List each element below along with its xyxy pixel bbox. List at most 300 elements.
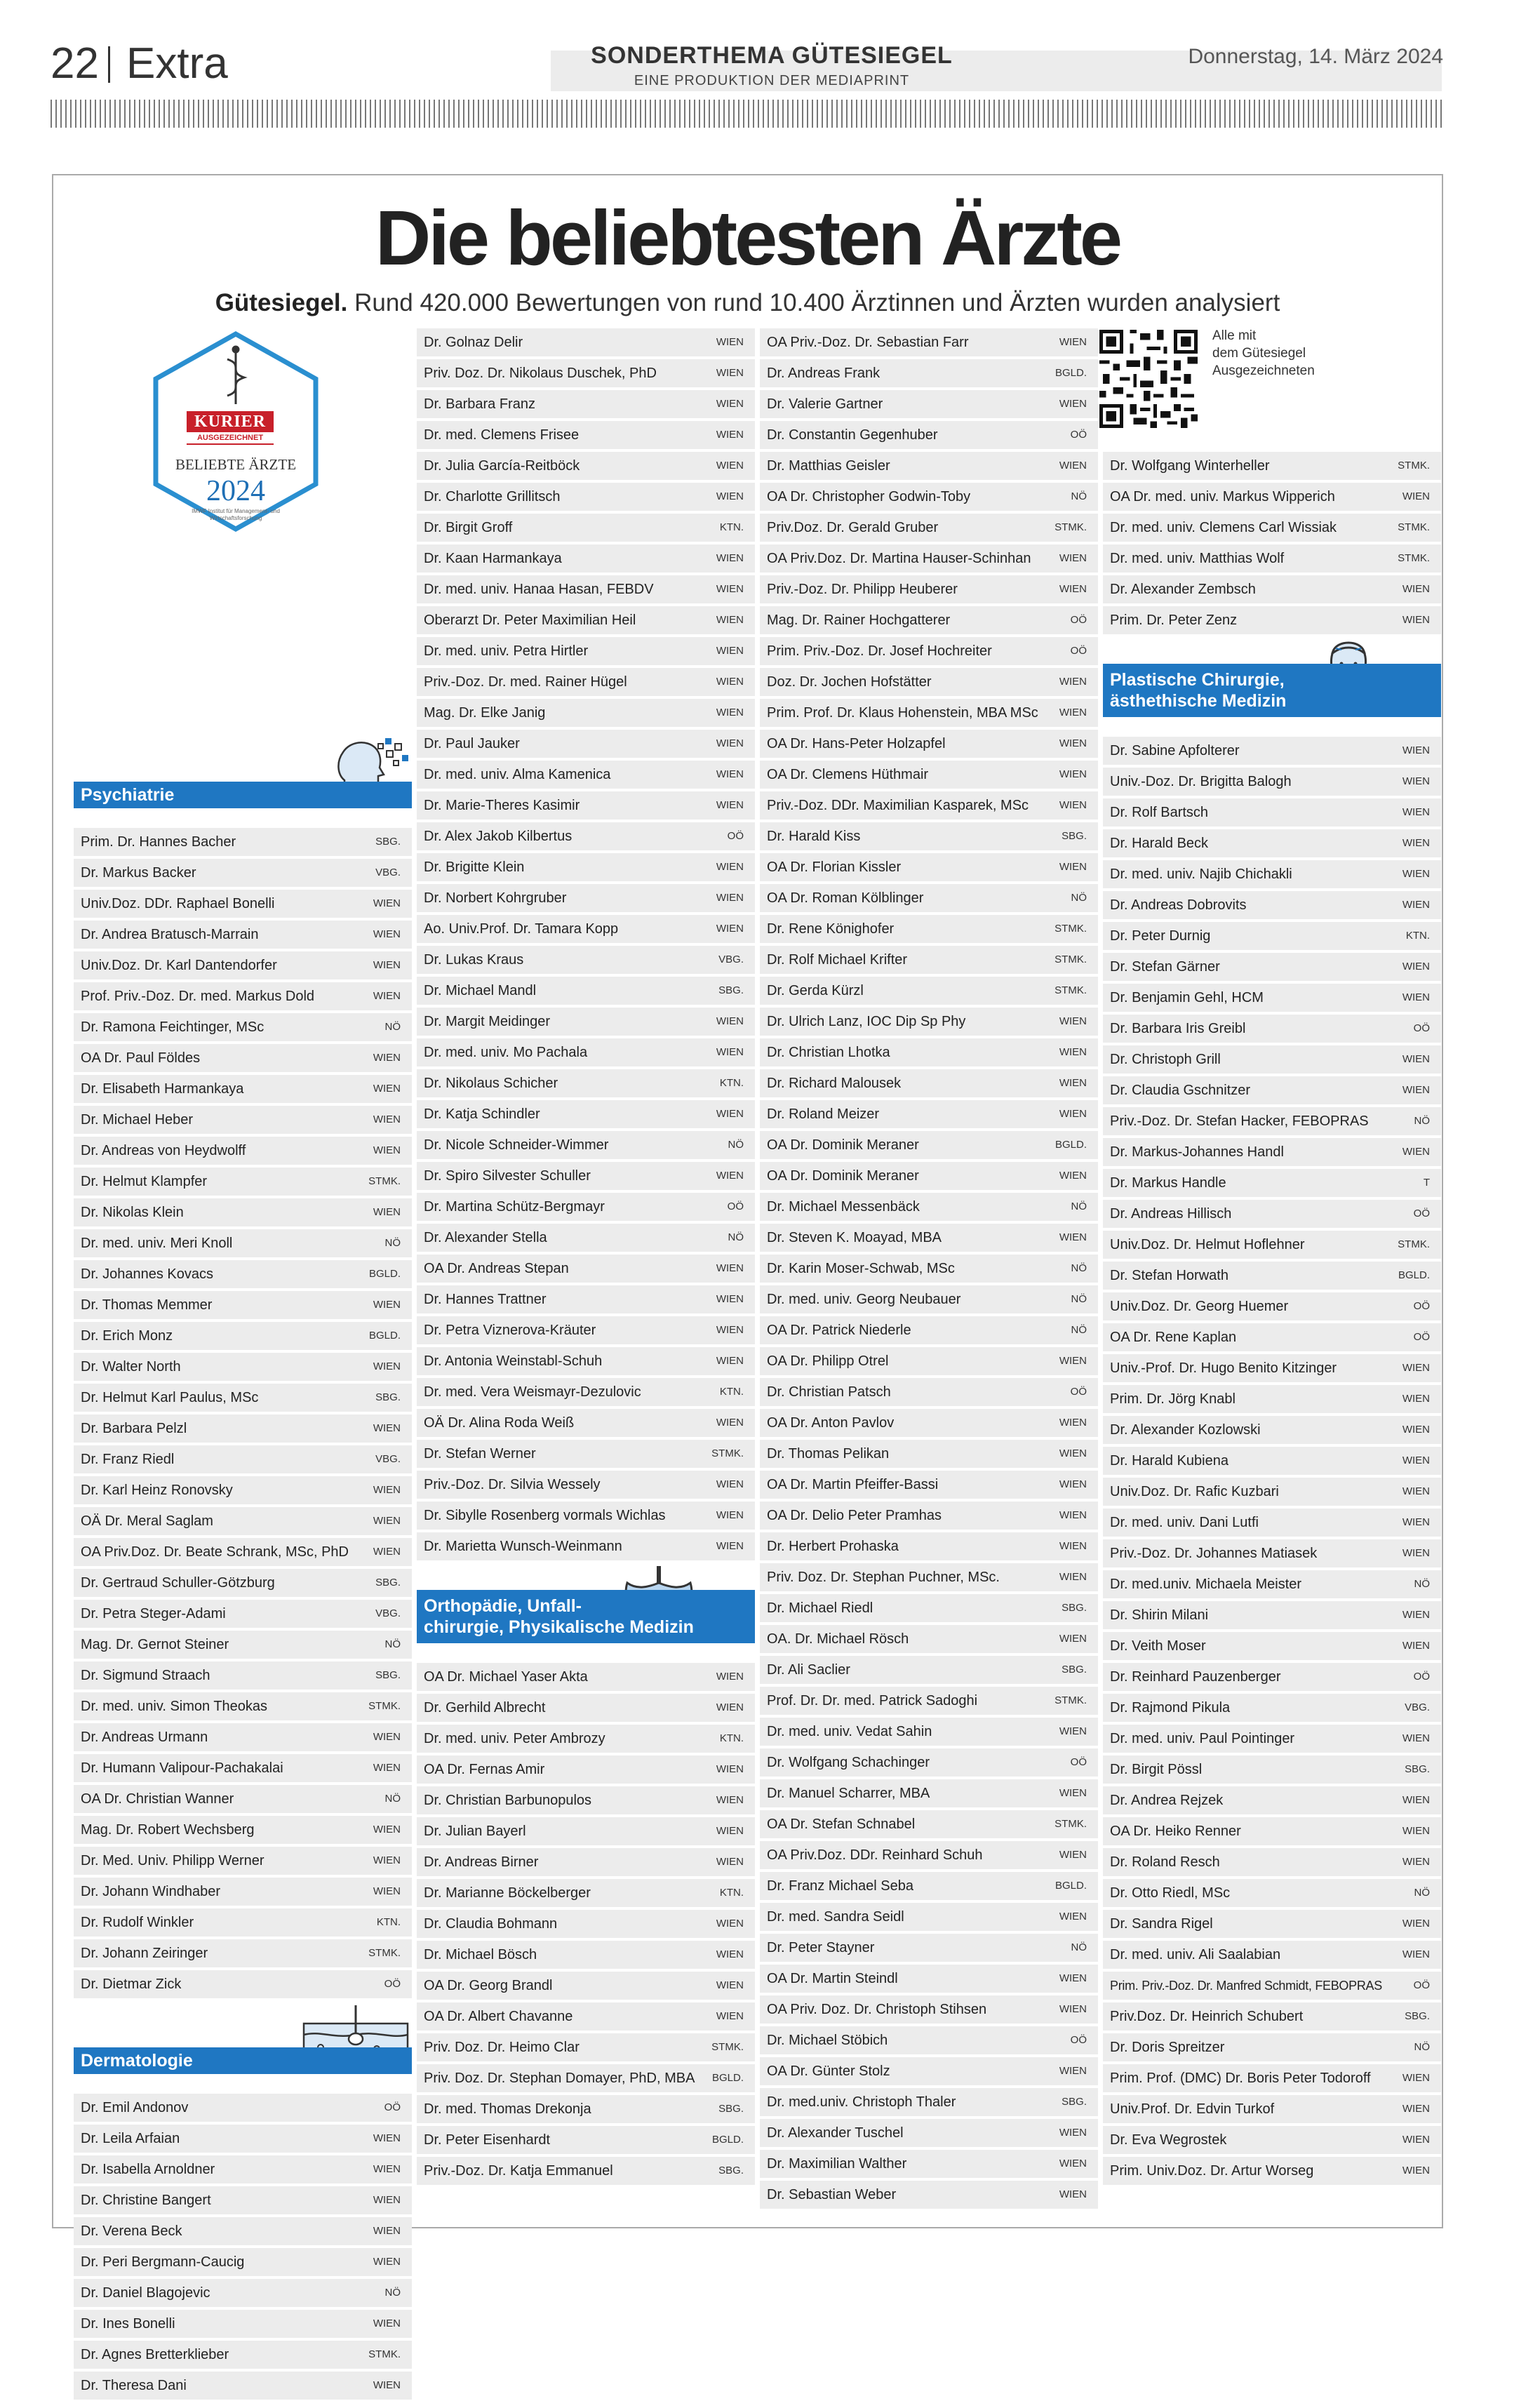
federal-state: WIEN [1059, 799, 1087, 811]
doctor-name: Dr. Spiro Silvester Schuller [424, 1168, 591, 1184]
doctor-name: Dr. Sibylle Rosenberg vormals Wichlas [424, 1508, 666, 1523]
doctor-name: Priv.-Doz. Dr. Stefan Hacker, FEBOPRAS [1110, 1113, 1369, 1129]
doctor-name: Dr. Christian Patsch [767, 1384, 891, 1400]
doctor-name: Dr. Ulrich Lanz, IOC Dip Sp Phy [767, 1014, 966, 1029]
federal-state: WIEN [1402, 2165, 1430, 2176]
federal-state: NÖ [1071, 892, 1087, 904]
federal-state: STMK. [1398, 460, 1430, 471]
doctor-row [417, 327, 755, 358]
doctor-row [760, 1654, 1098, 1685]
federal-state: WIEN [373, 990, 401, 1002]
federal-state: WIEN [1402, 1424, 1430, 1436]
header-stripe [51, 100, 1443, 128]
doctor-row [417, 821, 755, 852]
federal-state: WIEN [1402, 899, 1430, 911]
doctor-name: Univ.-Doz. Dr. Brigitta Balogh [1110, 774, 1292, 789]
doctor-row [417, 2001, 755, 2032]
doctor-row [760, 697, 1098, 728]
doctor-row [1103, 1723, 1441, 1754]
doctor-name: Dr. Antonia Weinstabl-Schuh [424, 1353, 603, 1369]
doctor-name: Dr. Franz Michael Seba [767, 1878, 913, 1894]
section-label [417, 1590, 755, 1643]
doctor-row [760, 1593, 1098, 1624]
doctor-name: Dr. Christoph Grill [1110, 1052, 1221, 1067]
doctor-name: Dr. Benjamin Gehl, HCM [1110, 990, 1264, 1005]
federal-state: STMK. [711, 2041, 744, 2053]
federal-state: WIEN [716, 1763, 744, 1775]
doctor-row [417, 1315, 755, 1346]
federal-state: NÖ [384, 1021, 401, 1033]
doctor-row [74, 1166, 412, 1197]
doctor-row [1103, 1168, 1441, 1198]
badge-tag: AUSGEZEICHNET [187, 434, 274, 445]
federal-state: WIEN [1059, 1849, 1087, 1861]
doctor-row [760, 1809, 1098, 1840]
section-label-line: Dermatologie [81, 2051, 193, 2071]
federal-state: WIEN [1402, 1146, 1430, 1158]
section-header [417, 1562, 755, 1661]
doctor-name: Dr. med. univ. Georg Neubauer [767, 1292, 961, 1307]
doctor-name: Dr. Leila Arfaian [81, 2131, 180, 2146]
doctor-row [417, 389, 755, 420]
doctor-name: Dr. Eva Wegrostek [1110, 2132, 1227, 2148]
federal-state: T [1423, 1177, 1430, 1189]
doctor-row [1103, 1569, 1441, 1600]
doctor-name: Prim. Dr. Peter Zenz [1110, 613, 1238, 628]
doctor-row [417, 636, 755, 667]
doctor-name: Dr. Norbert Kohrgruber [424, 890, 567, 906]
doctor-name: Prim. Dr. Hannes Bacher [81, 834, 236, 850]
badge-year: 2024 [206, 475, 265, 507]
federal-state: WIEN [1402, 1609, 1430, 1621]
doctor-name: Prim. Univ.Doz. Dr. Artur Worseg [1110, 2163, 1314, 2179]
federal-state: WIEN [1402, 1794, 1430, 1806]
doctor-row [760, 1624, 1098, 1654]
doctor-name: Univ.Doz. Dr. Helmut Hoflehner [1110, 1237, 1305, 1252]
doctor-name: Dr. Andreas Birner [424, 1854, 539, 1870]
doctor-name: Dr. Theresa Dani [81, 2378, 187, 2393]
doctor-row [1103, 1939, 1441, 1970]
doctor-name: Priv. Doz. Dr. Heimo Clar [424, 2040, 580, 2055]
federal-state: STMK. [1054, 521, 1087, 533]
federal-state: WIEN [373, 1144, 401, 1156]
federal-state: WIEN [373, 2132, 401, 2144]
federal-state: WIEN [1059, 583, 1087, 595]
federal-state: WIEN [716, 1794, 744, 1806]
federal-state: WIEN [1402, 1053, 1430, 1065]
doctor-row [417, 1407, 755, 1438]
doctor-name: Dr. Roland Meizer [767, 1106, 880, 1122]
federal-state: WIEN [716, 707, 744, 718]
federal-state: WIEN [1402, 2072, 1430, 2084]
column-spacer [74, 327, 412, 734]
doctor-name: Dr. Thomas Memmer [81, 1297, 213, 1313]
federal-state: WIEN [1059, 2127, 1087, 2139]
doctor-name: Dr. Alexander Tuschel [767, 2125, 904, 2141]
federal-state: WIEN [373, 1731, 401, 1743]
doctor-name: Dr. Gertraud Schuller-Götzburg [81, 1575, 275, 1591]
federal-state: STMK. [1398, 552, 1430, 564]
federal-state: WIEN [1402, 806, 1430, 818]
federal-state: BGLD. [1054, 1880, 1087, 1892]
federal-state: WIEN [373, 1052, 401, 1064]
doctor-name: Dr. Markus Backer [81, 865, 196, 881]
federal-state: STMK. [1398, 1238, 1430, 1250]
doctor-row [74, 1413, 412, 1444]
doctor-column-1 [74, 327, 412, 2401]
federal-state: NÖ [384, 2287, 401, 2299]
doctor-row [74, 1567, 412, 1598]
doctor-name: Dr. Wolfgang Winterheller [1110, 458, 1270, 474]
federal-state: KTN. [719, 521, 744, 533]
doctor-name: Prim. Priv.-Doz. Dr. Josef Hochreiter [767, 643, 992, 659]
doctor-row [417, 1723, 755, 1754]
qr-caption-line: Ausgezeichneten [1212, 363, 1315, 378]
federal-state: WIEN [373, 1299, 401, 1311]
federal-state: OÖ [384, 1978, 401, 1990]
doctor-name: Priv. Doz. Dr. Stephan Puchner, MSc. [767, 1570, 1000, 1585]
qr-caption-line: Alle mit [1212, 328, 1257, 343]
doctor-name: OA Dr. Paul Földes [81, 1050, 201, 1066]
doctor-row [1103, 797, 1441, 828]
doctor-row [74, 2216, 412, 2247]
doctor-name: Dr. Petra Viznerova-Kräuter [424, 1323, 596, 1338]
federal-state: OÖ [1070, 645, 1087, 657]
federal-state: WIEN [1402, 1918, 1430, 1930]
doctor-name: Dr. Karl Heinz Ronovsky [81, 1483, 233, 1498]
doctor-row [760, 389, 1098, 420]
federal-state: NÖ [384, 1237, 401, 1249]
doctor-name: Mag. Dr. Elke Janig [424, 705, 546, 721]
federal-state: WIEN [716, 861, 744, 873]
doctor-name: Dr. Richard Malousek [767, 1076, 902, 1091]
doctor-name: Dr. Johann Zeiringer [81, 1946, 208, 1961]
doctor-name: Dr. Thomas Pelikan [767, 1446, 890, 1462]
doctor-row [1103, 1538, 1441, 1569]
federal-state: OÖ [1413, 1331, 1430, 1343]
doctor-name: Dr. Peter Stayner [767, 1940, 875, 1955]
column-spacer [1103, 327, 1441, 450]
doctor-name: Dr. Stefan Gärner [1110, 959, 1220, 975]
doctor-row [417, 759, 755, 790]
section-label-line: Plastische Chirurgie, [1110, 670, 1285, 690]
doctor-row [417, 975, 755, 1006]
federal-state: WIEN [1059, 552, 1087, 564]
doctor-row [74, 1135, 412, 1166]
doctor-row [1103, 828, 1441, 859]
doctor-row [1103, 1044, 1441, 1075]
federal-state: NÖ [1071, 1262, 1087, 1274]
doctor-name: Dr. Constantin Gegenhuber [767, 427, 938, 443]
federal-state: WIEN [716, 552, 744, 564]
doctor-row [74, 1228, 412, 1259]
doctor-name: OA Dr. Christopher Godwin-Toby [767, 489, 971, 504]
federal-state: STMK. [1398, 521, 1430, 533]
federal-state: WIEN [716, 1015, 744, 1027]
federal-state: WIEN [373, 2194, 401, 2206]
doctor-row [417, 2155, 755, 2186]
doctor-row [417, 1284, 755, 1315]
doctor-row [417, 1253, 755, 1284]
doctor-name: Dr. Dietmar Zick [81, 1977, 182, 1992]
doctor-row [417, 543, 755, 574]
doctor-name: Dr. Daniel Blagojevic [81, 2285, 210, 2301]
doctor-row [74, 1876, 412, 1907]
doctor-name: Priv.-Doz. DDr. Maximilian Kasparek, MSc [767, 798, 1029, 813]
federal-state: NÖ [728, 1231, 744, 1243]
federal-state: WIEN [716, 336, 744, 348]
federal-state: WIEN [1059, 1108, 1087, 1120]
federal-state: WIEN [373, 1854, 401, 1866]
federal-state: WIEN [1402, 1856, 1430, 1868]
doctor-row [417, 481, 755, 512]
doctor-name: Priv.-Doz. Dr. Silvia Wessely [424, 1477, 601, 1492]
federal-state: NÖ [728, 1139, 744, 1151]
federal-state: WIEN [1402, 744, 1430, 756]
federal-state: WIEN [1059, 1725, 1087, 1737]
federal-state: OÖ [1413, 1979, 1430, 1991]
doctor-name: Dr. Sandra Rigel [1110, 1916, 1213, 1932]
doctor-row [1103, 1322, 1441, 1353]
federal-state: NÖ [1071, 1293, 1087, 1305]
doctor-name: OA Dr. Philipp Otrel [767, 1353, 889, 1369]
doctor-name: OA Dr. Michael Yaser Akta [424, 1669, 588, 1685]
federal-state: NÖ [1414, 1887, 1430, 1899]
federal-state: WIEN [1402, 2103, 1430, 2115]
doctor-name: Dr. Andrea Bratusch-Marrain [81, 927, 259, 942]
doctor-name: Dr. Matthias Geisler [767, 458, 890, 474]
doctor-name: Dr. Claudia Gschnitzer [1110, 1083, 1251, 1098]
doctor-row [74, 2370, 412, 2401]
doctor-name: Dr. Golnaz Delir [424, 335, 523, 350]
doctor-name: Dr. Claudia Bohmann [424, 1916, 558, 1932]
doctor-name: OA Priv.Doz. Dr. Beate Schrank, MSc, PhD [81, 1544, 349, 1560]
federal-state: WIEN [373, 959, 401, 971]
section-label [74, 782, 412, 808]
federal-state: SBG. [718, 984, 744, 996]
federal-state: NÖ [1071, 1200, 1087, 1212]
doctor-name: Dr. Harald Beck [1110, 836, 1209, 851]
doctor-name: Dr. med. univ. Matthias Wolf [1110, 551, 1285, 566]
doctor-row [417, 2125, 755, 2155]
doctor-name: Dr. Sabine Apfolterer [1110, 743, 1240, 758]
federal-state: WIEN [1059, 1972, 1087, 1984]
doctor-row [1103, 450, 1441, 481]
doctor-name: Dr. Andrea Rejzek [1110, 1793, 1224, 1808]
federal-state: NÖ [1414, 1578, 1430, 1590]
doctor-row [417, 697, 755, 728]
doctor-name: Dr. Peter Eisenhardt [424, 2132, 551, 2148]
federal-state: WIEN [716, 1979, 744, 1991]
subtitle-text: Rund 420.000 Bewertungen von rund 10.400 Ärztinnen und Ärzten wurden analysiert [347, 289, 1280, 316]
doctor-row [760, 1315, 1098, 1346]
federal-state: WIEN [716, 490, 744, 502]
federal-state: KTN. [719, 1887, 744, 1899]
doctor-row [417, 2094, 755, 2125]
doctor-name: Dr. Hannes Trattner [424, 1292, 547, 1307]
federal-state: BGLD. [711, 2134, 744, 2146]
doctor-name: Dr. med. univ. Peter Ambrozy [424, 1731, 605, 1746]
doctor-row [74, 2339, 412, 2370]
doctor-row [1103, 1600, 1441, 1631]
doctor-name: Dr. med. Vera Weismayr-Dezulovic [424, 1384, 641, 1400]
federal-state: SBG. [375, 1391, 401, 1403]
doctor-row [417, 574, 755, 605]
doctor-column-3 [760, 327, 1098, 2210]
doctor-row [74, 2154, 412, 2185]
federal-state: WIEN [1059, 1540, 1087, 1552]
doctor-name: Dr. Roland Resch [1110, 1854, 1220, 1870]
doctor-row [760, 1407, 1098, 1438]
doctor-name: Dr. Christian Lhotka [767, 1045, 890, 1060]
federal-state: WIEN [1402, 1454, 1430, 1466]
federal-state: VBG. [718, 954, 744, 965]
doctor-name: Dr. Martina Schütz-Bergmayr [424, 1199, 605, 1215]
doctor-row [760, 914, 1098, 944]
doctor-row [1103, 2094, 1441, 2125]
doctor-name: Dr. med. univ. Ali Saalabian [1110, 1947, 1281, 1962]
federal-state: WIEN [373, 2225, 401, 2237]
doctor-name: Dr. Barbara Iris Greibl [1110, 1021, 1246, 1036]
doctor-name: Dr. med. univ. Hanaa Hasan, FEBDV [424, 582, 654, 597]
doctor-row [74, 1784, 412, 1814]
doctor-row [760, 883, 1098, 914]
doctor-row [760, 1037, 1098, 1068]
doctor-name: Univ.Doz. DDr. Raphael Bonelli [81, 896, 275, 911]
federal-state: WIEN [1059, 1787, 1087, 1799]
doctor-name: Dr. Franz Riedl [81, 1452, 175, 1467]
doctor-row [1103, 1692, 1441, 1723]
doctor-row [74, 950, 412, 981]
doctor-row [417, 2063, 755, 2094]
federal-state: WIEN [1402, 1485, 1430, 1497]
federal-state: BGLD. [1398, 1269, 1430, 1281]
doctor-column-4 [1103, 327, 1441, 2186]
doctor-name: Dr. Katja Schindler [424, 1106, 540, 1122]
doctor-row [1103, 1785, 1441, 1816]
federal-state: WIEN [1059, 1509, 1087, 1521]
doctor-row [760, 543, 1098, 574]
federal-state: WIEN [716, 1540, 744, 1552]
federal-state: WIEN [1059, 676, 1087, 688]
doctor-name: Dr. Rudolf Winkler [81, 1915, 194, 1930]
doctor-name: Dr. Marie-Theres Kasimir [424, 798, 580, 813]
doctor-name: Dr. Lukas Kraus [424, 952, 524, 968]
doctor-row [74, 1351, 412, 1382]
doctor-row [417, 1037, 755, 1068]
doctor-name: Dr. Ali Saclier [767, 1662, 850, 1678]
doctor-name: Dr. Alexander Zembsch [1110, 582, 1256, 597]
doctor-name: Dr. Otto Riedl, MSc [1110, 1885, 1231, 1901]
federal-state: WIEN [1402, 1547, 1430, 1559]
doctor-name: Dr. Julian Bayerl [424, 1824, 526, 1839]
doctor-name: Dr. Shirin Milani [1110, 1607, 1209, 1623]
doctor-row [74, 1722, 412, 1753]
doctor-name: Dr. Ines Bonelli [81, 2316, 175, 2332]
doctor-row [1103, 1229, 1441, 1260]
doctor-name: Dr. Paul Jauker [424, 736, 520, 751]
doctor-row [760, 358, 1098, 389]
federal-state: STMK. [368, 2348, 401, 2360]
federal-state: STMK. [711, 1447, 744, 1459]
federal-state: WIEN [716, 1108, 744, 1120]
doctor-name: Mag. Dr. Robert Wechsberg [81, 1822, 255, 1838]
doctor-name: Dr. Julia García-Reitböck [424, 458, 580, 474]
doctor-name: Dr. Gerda Kürzl [767, 983, 864, 998]
doctor-row [417, 450, 755, 481]
doctor-row [74, 1475, 412, 1506]
section-label [1103, 664, 1441, 717]
doctor-name: Dr. Isabella Arnoldner [81, 2162, 215, 2177]
doctor-row [760, 1006, 1098, 1037]
federal-state: OÖ [1070, 1756, 1087, 1768]
doctor-name: Prof. Dr. Dr. med. Patrick Sadoghi [767, 1693, 978, 1708]
doctor-row [74, 1598, 412, 1629]
doctor-row [74, 1537, 412, 1567]
federal-state: WIEN [1059, 1478, 1087, 1490]
federal-state: OÖ [727, 830, 744, 842]
doctor-row [760, 1963, 1098, 1994]
doctor-row [417, 883, 755, 914]
federal-state: WIEN [716, 1856, 744, 1868]
doctor-row [760, 420, 1098, 450]
doctor-name: Univ.Doz. Dr. Rafic Kuzbari [1110, 1484, 1279, 1499]
doctor-name: Dr. Johannes Kovacs [81, 1266, 213, 1282]
doctor-row [760, 2087, 1098, 2118]
doctor-name: Dr. Stefan Werner [424, 1446, 536, 1462]
doctor-name: OA Dr. Günter Stolz [767, 2064, 890, 2079]
doctor-name: OA Dr. Georg Brandl [424, 1978, 553, 1993]
subtitle-lead: Gütesiegel. [215, 289, 348, 316]
doctor-row [1103, 1075, 1441, 1106]
federal-state: WIEN [373, 1762, 401, 1774]
doctor-row [760, 636, 1098, 667]
doctor-name: Dr. Stefan Horwath [1110, 1268, 1228, 1283]
doctor-name: Dr. Andreas Hillisch [1110, 1206, 1232, 1222]
doctor-name: OA Dr. Heiko Renner [1110, 1824, 1241, 1839]
federal-state: WIEN [716, 1324, 744, 1336]
federal-state: WIEN [1059, 1046, 1087, 1058]
header-divider [108, 46, 110, 83]
badge-source: IMWF Institut für Management- und Wirtschaftsforschung [192, 508, 280, 521]
doctor-name: Dr. med. univ. Petra Hirtler [424, 643, 589, 659]
doctor-name: Dr. Barbara Pelzl [81, 1421, 187, 1436]
doctor-row [1103, 1106, 1441, 1137]
section-header [74, 734, 412, 827]
doctor-name: Dr. Christine Bangert [81, 2193, 211, 2208]
doctor-row [74, 2247, 412, 2278]
federal-state: OÖ [1413, 1208, 1430, 1219]
federal-state: VBG. [375, 867, 401, 878]
doctor-row [417, 420, 755, 450]
doctor-name: Dr. Alexander Stella [424, 1230, 547, 1245]
page-number: 22 [51, 39, 99, 88]
federal-state: OÖ [1070, 429, 1087, 441]
doctor-name: OA Dr. Anton Pavlov [767, 1415, 895, 1431]
federal-state: WIEN [1402, 2134, 1430, 2146]
federal-state: OÖ [1070, 2034, 1087, 2046]
federal-state: NÖ [384, 1638, 401, 1650]
federal-state: WIEN [373, 2379, 401, 2391]
doctor-name: OA Dr. Stefan Schnabel [767, 1817, 916, 1832]
doctor-name: Dr. Michael Stöbich [767, 2033, 888, 2048]
doctor-name: OA Dr. Hans-Peter Holzapfel [767, 736, 946, 751]
federal-state: WIEN [716, 1046, 744, 1058]
doctor-row [417, 1847, 755, 1878]
federal-state: SBG. [1062, 1664, 1087, 1676]
section-label-line: chirurgie, Physikalische Medizin [424, 1617, 694, 1637]
doctor-row [417, 728, 755, 759]
